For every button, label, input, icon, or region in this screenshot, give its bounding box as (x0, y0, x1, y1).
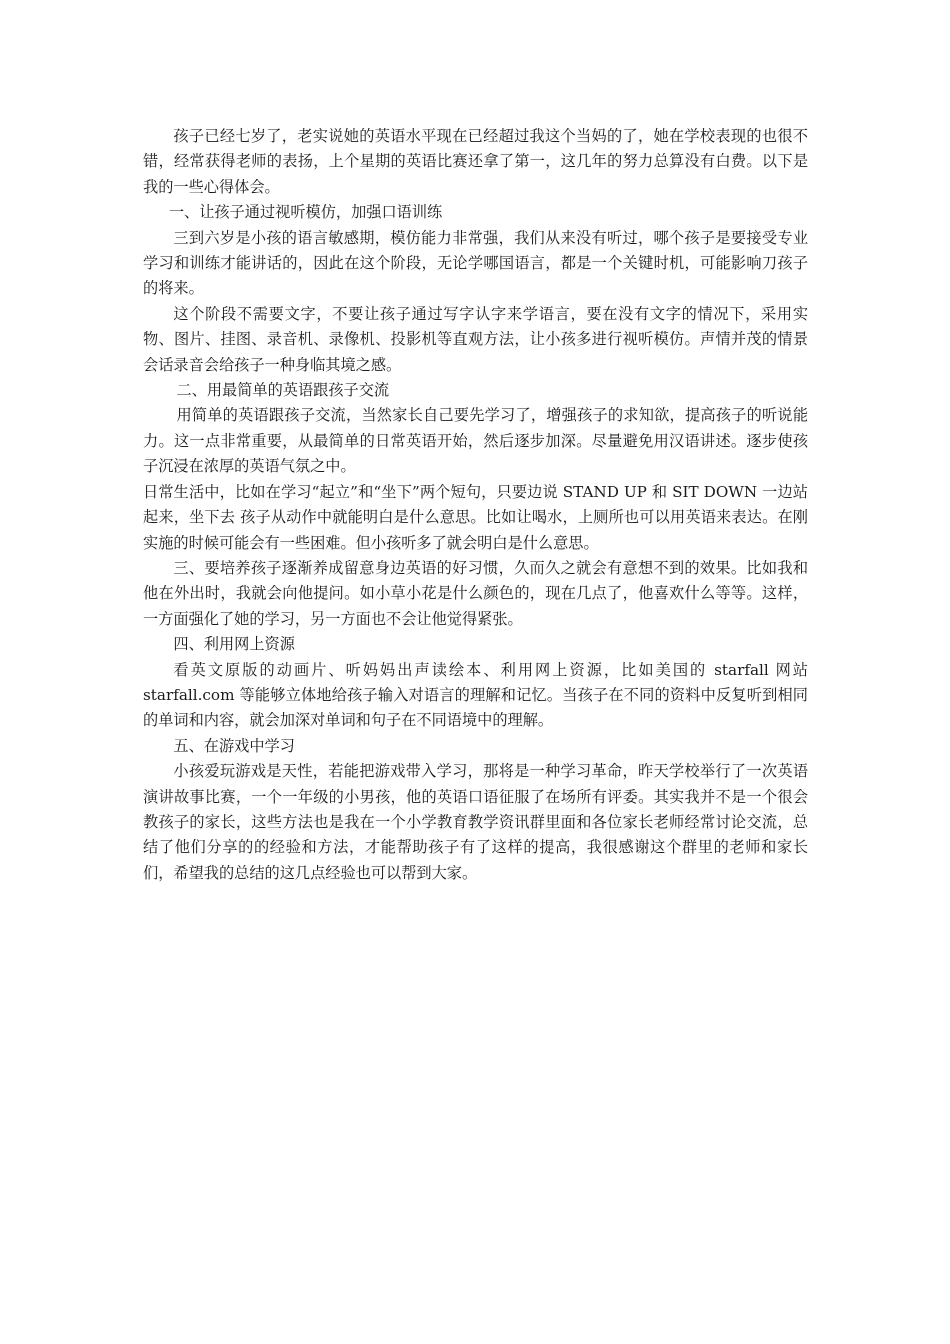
document-body (143, 124, 808, 886)
body-paragraph: 用简单的英语跟孩子交流，当然家长自己要先学习了，增强孩子的求知欲，提高孩子的听说能力。这一点非常重要，从最简单的日常英语开始，然后逐步加深。尽量避免用汉语讲述。逐步使孩子沉浸在浓厚的英语气氛之中。 (143, 406, 808, 476)
body-paragraph: 看英文原版的动画片、听妈妈出声读绘本、利用网上资源，比如美国的 starfall 网站 starfall.com 等能够立体地给孩子输入对语言的理解和记忆。当孩子在不同的资料中反复听到相同的单词和内容，就会加深对单词和句子在不同语境中的理解。 (143, 660, 808, 730)
body-paragraph: 小孩爱玩游戏是天性，若能把游戏带入学习，那将是一种学习革命，昨天学校举行了一次英语演讲故事比赛，一个一年级的小男孩，他的英语口语征服了在场所有评委。其实我并不是一个很会教孩子的家长，这些方法也是我在一个小学教育教学资讯群里面和各位家长老师经常讨论交流，总结了他们分享的的经验和方法，才能帮助孩子有了这样的提高，我很感谢这个群里的老师和家长们，希望我的总结的这几点经验也可以帮到大家。 (143, 762, 808, 882)
intro-paragraph: 孩子已经七岁了，老实说她的英语水平现在已经超过我这个当妈的了，她在学校表现的也很不错，经常获得老师的表扬，上个星期的英语比赛还拿了第一，这几年的努力总算没有白费。以下是我的一些心得体会。 (143, 127, 808, 196)
section-heading-4: 四、利用网上资源 (173, 635, 295, 654)
body-paragraph: 日常生活中，比如在学习“起立”和“坐下”两个短句，只要边说 STAND UP 和 SIT DOWN 一边站起来，坐下去 孩子从动作中就能明白是什么意思。比如让喝水，上厕所也可以用英语来表达。在刚实施的时候可能会有一些困难。但小孩听多了就会明白是什么意思。 (143, 482, 808, 552)
section-heading-1: 一、让孩子通过视听模仿，加强口语训练 (168, 203, 443, 222)
body-paragraph: 三、要培养孩子逐渐养成留意身边英语的好习惯，久而久之就会有意想不到的效果。比如我和他在外出时，我就会向他提问。如小草小花是什么颜色的，现在几点了，他喜欢什么等等。这样，一方面强化了她的学习，另一方面也不会让他觉得紧张。 (143, 558, 808, 628)
section-heading-2: 二、用最简单的英语跟孩子交流 (176, 381, 390, 400)
section-heading-5: 五、在游戏中学习 (173, 736, 295, 755)
body-paragraph: 三到六岁是小孩的语言敏感期，模仿能力非常强，我们从来没有听过，哪个孩子是要接受专业学习和训练才能讲话的，因此在这个阶段，无论学哪国语言，都是一个关键时机，可能影响刀孩子的将来。 (143, 228, 808, 298)
body-paragraph: 这个阶段不需要文字，不要让孩子通过写字认字来学语言，要在没有文字的情况下，采用实物、图片、挂图、录音机、录像机、投影机等直观方法，让小孩多进行视听模仿。声情并茂的情景会话录音会给孩子一种身临其境之感。 (143, 304, 808, 374)
